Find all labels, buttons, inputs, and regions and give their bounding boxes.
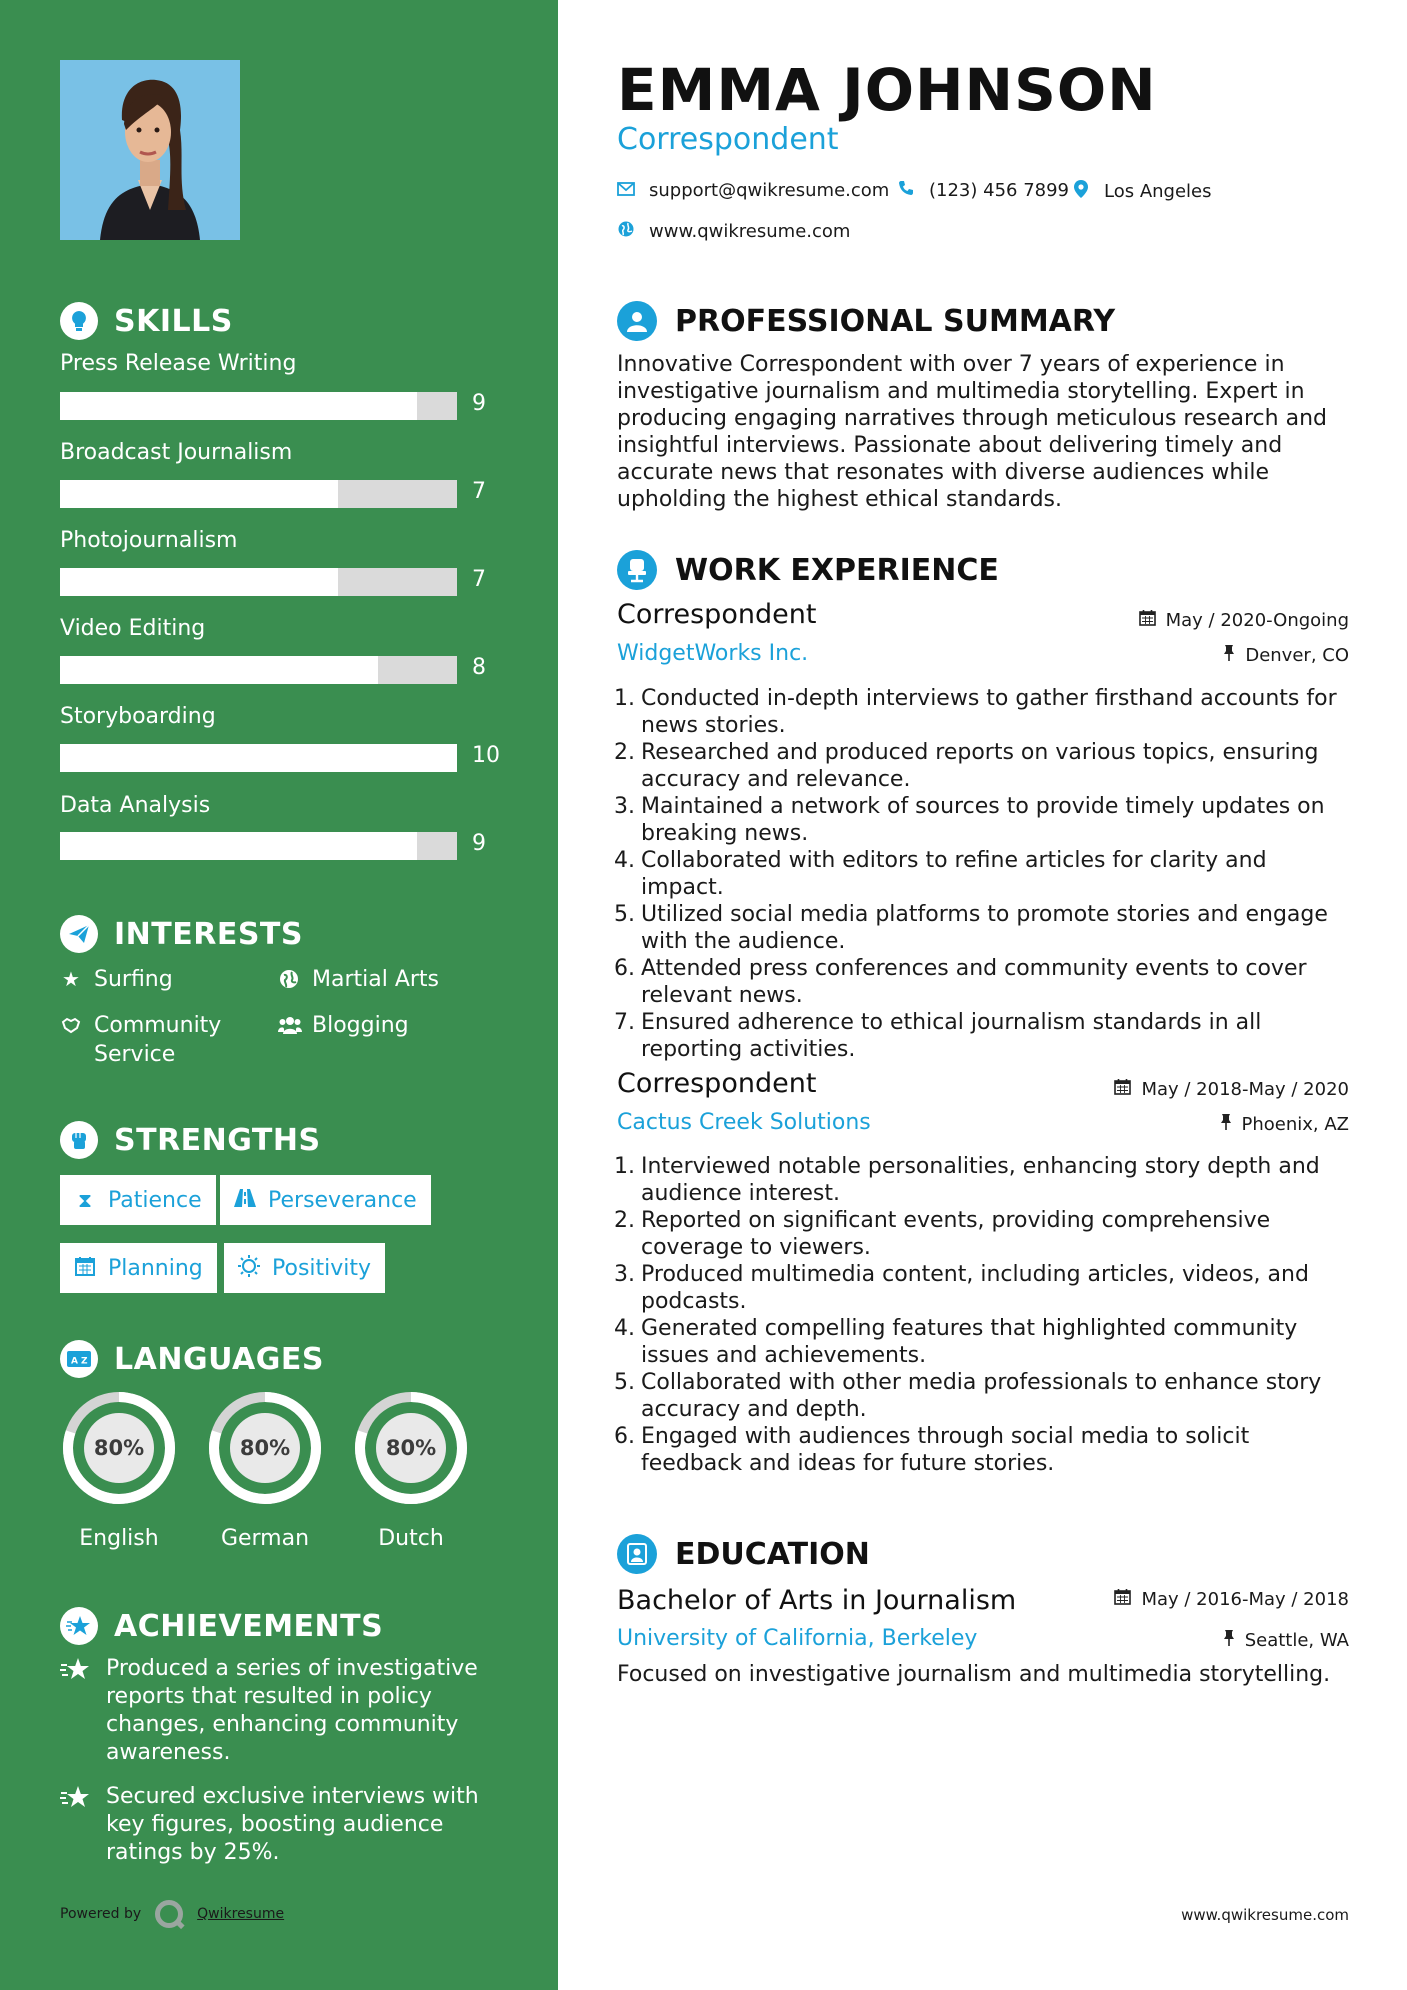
contact-email[interactable] <box>617 180 889 201</box>
interest-label: Blogging <box>312 1013 409 1038</box>
powered-by <box>60 1900 284 1928</box>
calendar-icon <box>1139 609 1156 631</box>
experience-heading-text: WORK EXPERIENCE <box>675 552 999 588</box>
skill-bar-fill <box>60 568 338 596</box>
job-duties <box>611 685 1351 1063</box>
language-ring <box>349 1386 473 1510</box>
duty-item: 3. Maintained a network of sources to provide timely updates on breaking news. <box>611 793 1351 847</box>
envelope-icon <box>617 180 635 201</box>
duty-item: 6. Engaged with audiences through social media to solicit feedback and ideas for future stories. <box>611 1423 1351 1477</box>
job-title: Correspondent <box>617 599 817 630</box>
language-percent: 80% <box>230 1413 300 1483</box>
skill-bar <box>60 832 457 860</box>
calendar-icon <box>1114 1588 1131 1610</box>
fist-icon <box>60 1121 98 1159</box>
skill-name: Photojournalism <box>60 528 238 553</box>
candidate-name: EMMA JOHNSON <box>617 56 1157 124</box>
skill-name: Video Editing <box>60 616 206 641</box>
interest-label: Surfing <box>94 967 173 992</box>
globe-icon <box>617 221 635 242</box>
duty-text: Engaged with audiences through social media to solicit feedback and ideas for future stories. <box>641 1424 1250 1476</box>
duty-text: Researched and produced reports on various topics, ensuring accuracy and relevance. <box>641 740 1319 792</box>
duty-text: Maintained a network of sources to provide timely updates on breaking news. <box>641 794 1325 846</box>
job-dates <box>1114 1078 1349 1100</box>
duty-text: Utilized social media platforms to promote stories and engage with the audience. <box>641 902 1328 954</box>
achievements-heading <box>60 1606 383 1646</box>
language-percent: 80% <box>84 1413 154 1483</box>
handshake-icon <box>60 1011 82 1069</box>
hourglass-icon: ⧗ <box>77 1188 93 1212</box>
language-percent: 80% <box>376 1413 446 1483</box>
interest-label: Community Service <box>94 1013 222 1067</box>
skill-value: 8 <box>472 655 486 680</box>
skill-bar-fill <box>60 480 338 508</box>
contact-location <box>1072 180 1212 203</box>
award-star-icon <box>60 1607 98 1645</box>
strength-badge <box>60 1243 217 1293</box>
education-description: Focused on investigative journalism and multimedia storytelling. <box>617 1662 1331 1687</box>
skills-heading <box>60 301 233 341</box>
strength-badge <box>224 1243 385 1293</box>
skill-bar-fill <box>60 392 417 420</box>
job-location-text: Denver, CO <box>1245 644 1349 666</box>
duty-text: Reported on significant events, providing comprehensive coverage to viewers. <box>641 1208 1271 1260</box>
interest-item <box>278 965 439 997</box>
duty-text: Ensured adherence to ethical journalism standards in all reporting activities. <box>641 1010 1262 1062</box>
map-pin-icon <box>1072 180 1090 203</box>
duty-item: 1. Conducted in-depth interviews to gather firsthand accounts for news stories. <box>611 685 1351 739</box>
duty-item: 5. Utilized social media platforms to promote stories and engage with the audience. <box>611 901 1351 955</box>
job-dates-text: May / 2018-May / 2020 <box>1141 1078 1349 1100</box>
education-dates <box>1114 1588 1349 1610</box>
calendar-icon <box>74 1256 96 1281</box>
chair-icon <box>617 550 657 590</box>
achievements-heading-text: ACHIEVEMENTS <box>114 1608 384 1644</box>
language-item <box>349 1386 473 1551</box>
education-school: University of California, Berkeley <box>617 1626 978 1651</box>
duty-text: Collaborated with other media professionals to enhance story accuracy and depth. <box>641 1370 1322 1422</box>
skill-bar <box>60 480 457 508</box>
contact-phone[interactable] <box>897 180 1069 201</box>
achievement-item <box>60 1655 510 1767</box>
svg-text:A: A <box>71 1356 79 1367</box>
job-company: Cactus Creek Solutions <box>617 1110 871 1135</box>
duty-item: 2. Researched and produced reports on various topics, ensuring accuracy and relevance. <box>611 739 1351 793</box>
duty-item: 1. Interviewed notable personalities, enhancing story depth and audience interest. <box>611 1153 1351 1207</box>
language-name: German <box>220 1526 310 1551</box>
job-location-text: Phoenix, AZ <box>1241 1113 1349 1135</box>
education-location-text: Seattle, WA <box>1244 1629 1349 1651</box>
strength-label: Patience <box>108 1187 202 1213</box>
strengths-heading-text: STRENGTHS <box>114 1122 321 1158</box>
interest-item <box>60 1011 240 1069</box>
duty-text: Attended press conferences and community events to cover relevant news. <box>641 956 1307 1008</box>
education-location <box>1223 1629 1349 1651</box>
portrait-illustration <box>60 60 240 240</box>
sidebar <box>0 0 558 1990</box>
skill-bar <box>60 656 457 684</box>
duty-item: 3. Produced multimedia content, including articles, videos, and podcasts. <box>611 1261 1351 1315</box>
qwikresume-link[interactable]: Qwikresume <box>197 1906 285 1922</box>
skill-name: Press Release Writing <box>60 351 297 376</box>
duty-text: Collaborated with editors to refine articles for clarity and impact. <box>641 848 1267 900</box>
job-company: WidgetWorks Inc. <box>617 641 809 666</box>
skill-bar-fill <box>60 656 378 684</box>
pushpin-icon <box>1223 644 1235 666</box>
interest-item <box>278 1011 409 1043</box>
strength-label: Positivity <box>272 1255 372 1281</box>
skill-bar-fill <box>60 832 417 860</box>
skill-bar <box>60 568 457 596</box>
globe-icon <box>278 965 300 997</box>
road-icon <box>234 1188 256 1212</box>
achievement-star-icon <box>60 1655 92 1767</box>
language-name: Dutch <box>378 1526 444 1551</box>
experience-heading <box>617 550 999 590</box>
interest-item <box>60 965 173 994</box>
language-icon <box>60 1340 98 1378</box>
contact-website[interactable] <box>617 221 850 242</box>
skill-value: 9 <box>472 391 486 416</box>
strengths-heading <box>60 1120 321 1160</box>
skill-value: 7 <box>472 567 486 592</box>
duty-text: Interviewed notable personalities, enhancing story depth and audience interest. <box>641 1154 1320 1206</box>
duty-item: 4. Generated compelling features that highlighted community issues and achievements. <box>611 1315 1351 1369</box>
skill-bar <box>60 744 457 772</box>
education-degree: Bachelor of Arts in Journalism <box>617 1585 1017 1616</box>
skill-value: 7 <box>472 479 486 504</box>
summary-text: Innovative Correspondent with over 7 years of experience in investigative journalism and multimedia storytelling. Expert in producing engaging narratives through meticulous research and insightful interviews. Passionate about delivering timely and accurate news that resonates with diverse audiences while upholding the highest ethical standards. <box>617 352 1327 512</box>
skill-value: 10 <box>472 743 500 768</box>
skill-name: Broadcast Journalism <box>60 440 293 465</box>
email-text: support@qwikresume.com <box>649 180 890 201</box>
duty-text: Conducted in-depth interviews to gather firsthand accounts for news stories. <box>641 686 1337 738</box>
skill-value: 9 <box>472 831 486 856</box>
job-title: Correspondent <box>617 1068 817 1099</box>
website-text: www.qwikresume.com <box>649 221 851 242</box>
language-item <box>57 1386 181 1551</box>
skill-bar-fill <box>60 744 457 772</box>
summary-heading <box>617 301 1115 341</box>
pushpin-icon <box>1223 1629 1235 1651</box>
duty-text: Produced multimedia content, including articles, videos, and podcasts. <box>641 1262 1309 1314</box>
language-name: English <box>79 1526 159 1551</box>
footer-website[interactable]: www.qwikresume.com <box>1181 1906 1349 1924</box>
pushpin-icon <box>1220 1113 1232 1135</box>
languages-heading-text: LANGUAGES <box>114 1341 324 1377</box>
duty-item: 6. Attended press conferences and community events to cover relevant news. <box>611 955 1351 1009</box>
phone-text: (123) 456 7899 <box>929 180 1070 201</box>
education-dates-text: May / 2016-May / 2018 <box>1141 1588 1349 1610</box>
achievement-star-icon <box>60 1783 92 1867</box>
education-heading <box>617 1534 870 1574</box>
achievement-text: Secured exclusive interviews with key figures, boosting audience ratings by 25%. <box>106 1784 479 1865</box>
interest-label: Martial Arts <box>312 967 440 992</box>
achievement-item <box>60 1783 510 1867</box>
interests-heading <box>60 914 303 954</box>
phone-icon <box>897 180 915 201</box>
skill-name: Data Analysis <box>60 793 211 818</box>
location-text: Los Angeles <box>1104 181 1212 202</box>
svg-text:Z: Z <box>81 1356 89 1367</box>
powered-by-label: Powered by <box>60 1906 142 1922</box>
language-ring <box>57 1386 181 1510</box>
strength-badge <box>220 1175 431 1225</box>
sun-icon <box>238 1255 260 1282</box>
languages-heading <box>60 1339 324 1379</box>
duty-item: 2. Reported on significant events, providing comprehensive coverage to viewers. <box>611 1207 1351 1261</box>
profile-photo <box>60 60 240 240</box>
user-icon <box>617 301 657 341</box>
skill-bar <box>60 392 457 420</box>
duty-item: 7. Ensured adherence to ethical journalism standards in all reporting activities. <box>611 1009 1351 1063</box>
education-heading-text: EDUCATION <box>675 1536 870 1572</box>
duty-item: 4. Collaborated with editors to refine articles for clarity and impact. <box>611 847 1351 901</box>
skill-name: Storyboarding <box>60 704 216 729</box>
users-icon <box>278 1011 300 1043</box>
star-icon: ★ <box>62 967 80 991</box>
job-dates <box>1139 609 1349 631</box>
language-item <box>203 1386 327 1551</box>
duty-text: Generated compelling features that highlighted community issues and achievements. <box>641 1316 1298 1368</box>
paper-plane-icon <box>60 915 98 953</box>
skills-heading-text: SKILLS <box>114 303 233 339</box>
job-dates-text: May / 2020-Ongoing <box>1165 609 1349 631</box>
graduate-icon <box>617 1534 657 1574</box>
job-location <box>1220 1113 1350 1135</box>
lightbulb-icon <box>60 302 98 340</box>
qwikresume-logo-icon <box>155 1900 183 1928</box>
language-ring <box>203 1386 327 1510</box>
duty-item: 5. Collaborated with other media professionals to enhance story accuracy and depth. <box>611 1369 1351 1423</box>
job-duties <box>611 1153 1351 1477</box>
job-location <box>1223 644 1349 666</box>
candidate-role: Correspondent <box>617 122 839 157</box>
strength-badge <box>60 1175 216 1225</box>
interests-heading-text: INTERESTS <box>114 916 303 952</box>
strength-label: Perseverance <box>268 1187 417 1213</box>
summary-heading-text: PROFESSIONAL SUMMARY <box>675 303 1116 339</box>
strength-label: Planning <box>108 1255 203 1281</box>
calendar-icon <box>1114 1078 1131 1100</box>
achievement-text: Produced a series of investigative reports that resulted in policy changes, enhancing community awareness. <box>106 1656 478 1765</box>
